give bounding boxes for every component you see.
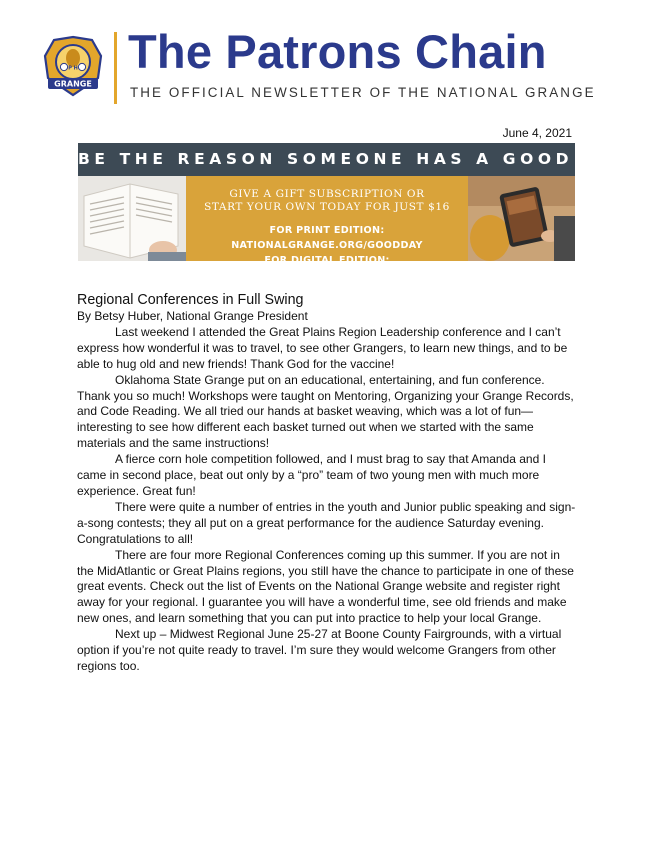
article-byline: By Betsy Huber, National Grange President [77,309,308,323]
masthead-divider [114,32,117,104]
article [77,292,577,675]
article-paragraph: There were quite a number of entries in the youth and Junior public speaking and sign-a-song contests; they all put on a great performance for the audience Saturday evening. Congratulations to all! [77,499,576,546]
grange-logo-icon [42,34,104,98]
article-paragraph: Oklahoma State Grange put on an educational, entertaining, and fun conference. Thank you so much! Workshops were taught on Mentoring, Organizing your Grange Records, and Code Reading. We all tried our hands at basket weaving, which was a lot of fun—interesting to see how different each basket turned out when we started with the same materials and the same instructions! [77,372,574,451]
digital-edition-link[interactable]: FOR DIGITAL EDITION: ISSUU.COM/GRANGEGOODDAY [241,255,413,281]
logo-letters: P H [68,65,78,72]
banner-offer [186,176,468,281]
newspaper-reader-icon [78,176,186,261]
banner-newspaper-image [78,176,186,261]
banner-tablet-image [468,176,575,261]
article-headline: Regional Conferences in Full Swing [77,292,304,308]
subscription-banner[interactable] [78,143,644,281]
article-paragraph: Next up – Midwest Regional June 25-27 at Boone County Fairgrounds, with a virtual option if you’re not quite ready to travel. I’m sure they would welcome Grangers from other regions too. [77,627,562,673]
article-paragraph: There are four more Regional Conferences coming up this summer. If you are not in the MidAtlantic or Great Plains regions, you still have the chance to participate in one of these great events. Check out the list of Events on the National Grange website and register right away for your regional. I guarantee you will have a wonderful time, see old friends and make new ones, and learn something that you can put into practice to help your local Grange. [77,547,574,626]
print-edition-link[interactable]: FOR PRINT EDITION: NATIONALGRANGE.ORG/GOODDAY [231,225,423,251]
masthead [40,25,615,110]
newsletter-title: The Patrons Chain [128,25,547,78]
issue-date: June 4, 2021 [502,126,572,140]
newsletter-subtitle: THE OFFICIAL NEWSLETTER OF THE NATIONAL GRANGE [130,85,596,100]
tablet-reader-icon [468,176,575,261]
logo-text: GRANGE [54,79,92,89]
article-paragraph: Last weekend I attended the Great Plains Region Leadership conference and I can’t express how wonderful it was to travel, to see other Grangers, to learn new things, and to be able to hug old and new friends! Thank God for the vaccine! [77,324,568,371]
banner-headline: BE THE REASON SOMEONE HAS A GOOD DAY! [78,143,575,176]
offer-line-2: START YOUR OWN TODAY FOR JUST $16 [204,201,450,213]
offer-line-1: GIVE A GIFT SUBSCRIPTION OR [229,188,425,200]
article-paragraph: A fierce corn hole competition followed, and I must brag to say that Amanda and I came in second place, beat out only by a “pro” team of two young men with much more experience. Great fun! [77,452,546,498]
